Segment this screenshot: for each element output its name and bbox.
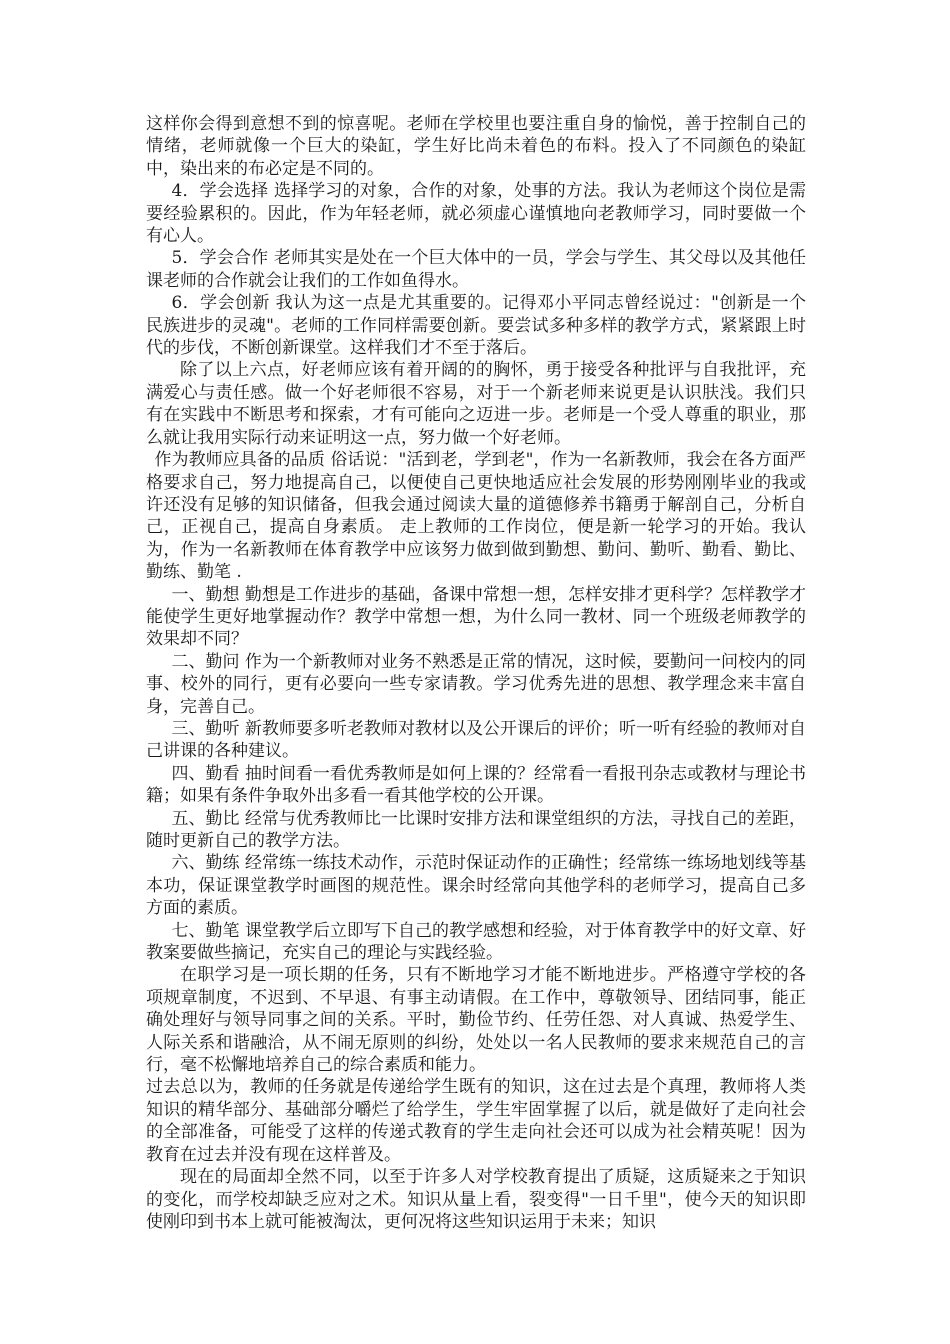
paragraph-diligent-write: 七、勤笔 课堂教学后立即写下自己的教学感想和经验，对于体育教学中的好文章、好教案要做些摘记，充实自己的理论与实践经验。: [146, 920, 806, 964]
paragraph-learn-cooperate: 5．学会合作 老师其实是处在一个巨大体中的一员，学会与学生、其父母以及其他任课老师的合作就会让我们的工作如鱼得水。: [146, 248, 806, 291]
paragraph-diligent-think: 一、勤想 勤想是工作进步的基础，备课中常想一想，怎样安排才更科学？怎样教学才能使学生更好地掌握动作？教学中常想一想，为什么同一教材、同一个班级老师教学的效果却不同？: [146, 584, 806, 650]
document-body: [146, 113, 806, 1233]
paragraph-learn-choose: 4．学会选择 选择学习的对象，合作的对象，处事的方法。我认为老师这个岗位是需要经验累积的。因此，作为年轻老师，就必须虚心谨慎地向老教师学习，同时要做一个有心人。: [146, 181, 806, 247]
paragraph-learn-innovate: 6．学会创新 我认为这一点是尤其重要的。记得邓小平同志曾经说过："创新是一个民族进步的灵魂"。老师的工作同样需要创新。要尝试多种多样的教学方式，紧紧跟上时代的步伐，不断创新课堂。这样我们才不至于落后。: [146, 293, 806, 359]
paragraph-diligent-practice: 六、勤练 经常练一练技术动作，示范时保证动作的正确性；经常练一练场地划线等基本功，保证课堂教学时画图的规范性。课余时经常向其他学科的老师学习，提高自己多方面的素质。: [146, 853, 806, 919]
paragraph-diligent-watch: 四、勤看 抽时间看一看优秀教师是如何上课的？经常看一看报刊杂志或教材与理论书籍；如果有条件争取外出多看一看其他学校的公开课。: [146, 763, 806, 807]
paragraph-diligent-ask: 二、勤问 作为一个新教师对业务不熟悉是正常的情况，这时候，要勤问一问校内的同事、校外的同行，更有必要向一些专家请教。学习优秀先进的思想、教学理念来丰富自身，完善自己。: [146, 651, 806, 717]
paragraph-on-job-learning: 在职学习是一项长期的任务，只有不断地学习才能不断地进步。严格遵守学校的各项规章制度，不迟到、不早退、有事主动请假。在工作中，尊敬领导、团结同事，能正确处理好与领导同事之间的关系。平时，勤俭节约、任劳任怨、对人真诚、热爱学生、人际关系和谐融洽，从不闹无原则的纠纷，处处以一名人民教师的要求来规范自己的言行，毫不松懈地培养自己的综合素质和能力。: [146, 965, 806, 1076]
paragraph-past-view: 过去总以为，教师的任务就是传递给学生既有的知识，这在过去是个真理，教师将人类知识的精华部分、基础部分嚼烂了给学生，学生牢固掌握了以后，就是做好了走向社会的全部准备，可能受了这样的传递式教育的学生走向社会还可以成为社会精英呢！因为教育在过去并没有现在这样普及。: [146, 1077, 806, 1165]
paragraph-present-situation: 现在的局面却全然不同，以至于许多人对学校教育提出了质疑，这质疑来之于知识的变化，而学校却缺乏应对之术。知识从量上看，裂变得"一日千里"，使今天的知识即使刚印到书本上就可能被淘汰，更何况将这些知识运用于未来；知识: [146, 1167, 806, 1232]
paragraph-diligent-compare: 五、勤比 经常与优秀教师比一比课时安排方法和课堂组织的方法，寻找自己的差距，随时更新自己的教学方法。: [146, 808, 806, 851]
paragraph-dye-vat: 这样你会得到意想不到的惊喜呢。老师在学校里也要注重自身的愉悦，善于控制自己的情绪，老师就像一个巨大的染缸，学生好比尚未着色的布料。投入了不同颜色的染缸中，染出来的布必定是不同的。: [146, 114, 806, 179]
paragraph-teacher-quality: 作为教师应具备的品质 俗话说："活到老，学到老"，作为一名新教师，我会在各方面严格要求自己，努力地提高自己，以便使自己更快地适应社会发展的形势刚刚毕业的我或许还没有足够的知识储备，但我会通过阅读大量的道德修养书籍勇于解剖自己，分析自己，正视自己，提高自身素质。 走上教师的工作岗位，便是新一轮学习的开始。我认为，作为一名新教师在体育教学中应该努力做到做到勤想、勤问、勤听、勤看、勤比、勤练、勤笔 .: [146, 450, 806, 583]
paragraph-six-points: 除了以上六点，好老师应该有着开阔的的胸怀，勇于接受各种批评与自我批评，充满爱心与责任感。做一个好老师很不容易，对于一个新老师来说更是认识肤浅。我们只有在实践中不断思考和探索，才有可能向之迈进一步。老师是一个受人尊重的职业，那么就让我用实际行动来证明这一点，努力做一个好老师。: [146, 360, 806, 448]
paragraph-diligent-listen: 三、勤听 新教师要多听老教师对教材以及公开课后的评价；听一听有经验的教师对自己讲课的各种建议。: [146, 718, 806, 762]
